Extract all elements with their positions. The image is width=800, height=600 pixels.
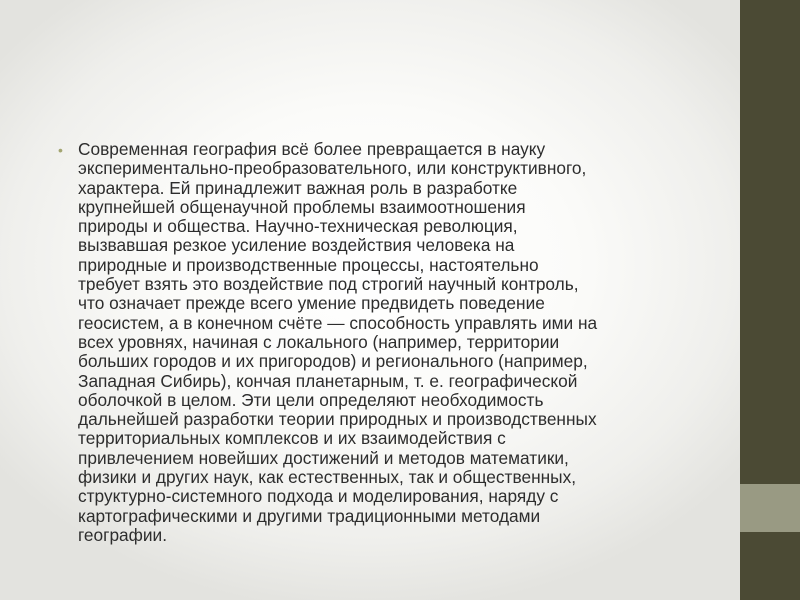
bullet-marker: • — [58, 142, 63, 158]
right-band-accent-block — [740, 484, 800, 532]
bullet-text: Современная география всё более превращается в науку экспериментально-преобразовательного, или конструктивного, характера. Ей принадлежит важная роль в разработке крупнейшей общенаучной проблемы взаимоотношения природы и общества. Научно-техническая революция, вызвавшая резкое усиление воздействия человека на природные и производственные процессы, настоятельно требует взять это воздействие под строгий научный контроль, что означает прежде всего умение предвидеть поведение геосистем, а в конечном счёте — способность управлять ими на всех уровнях, начиная с локального (например, территории больших городов и их пригородов) и регионального (например, Западная Сибирь), кончая планетарным, т. е. географической оболочкой в целом. Эти цели определяют необходимость дальнейшей разработки теории природных и производственных территориальных комплексов и их взаимодействия с привлечением новейших достижений и методов математики, физики и других наук, как естественных, так и общественных, структурно-системного подхода и моделирования, наряду с картографическими и другими традиционными методами географии. — [78, 139, 598, 545]
bullet-item — [58, 140, 708, 545]
